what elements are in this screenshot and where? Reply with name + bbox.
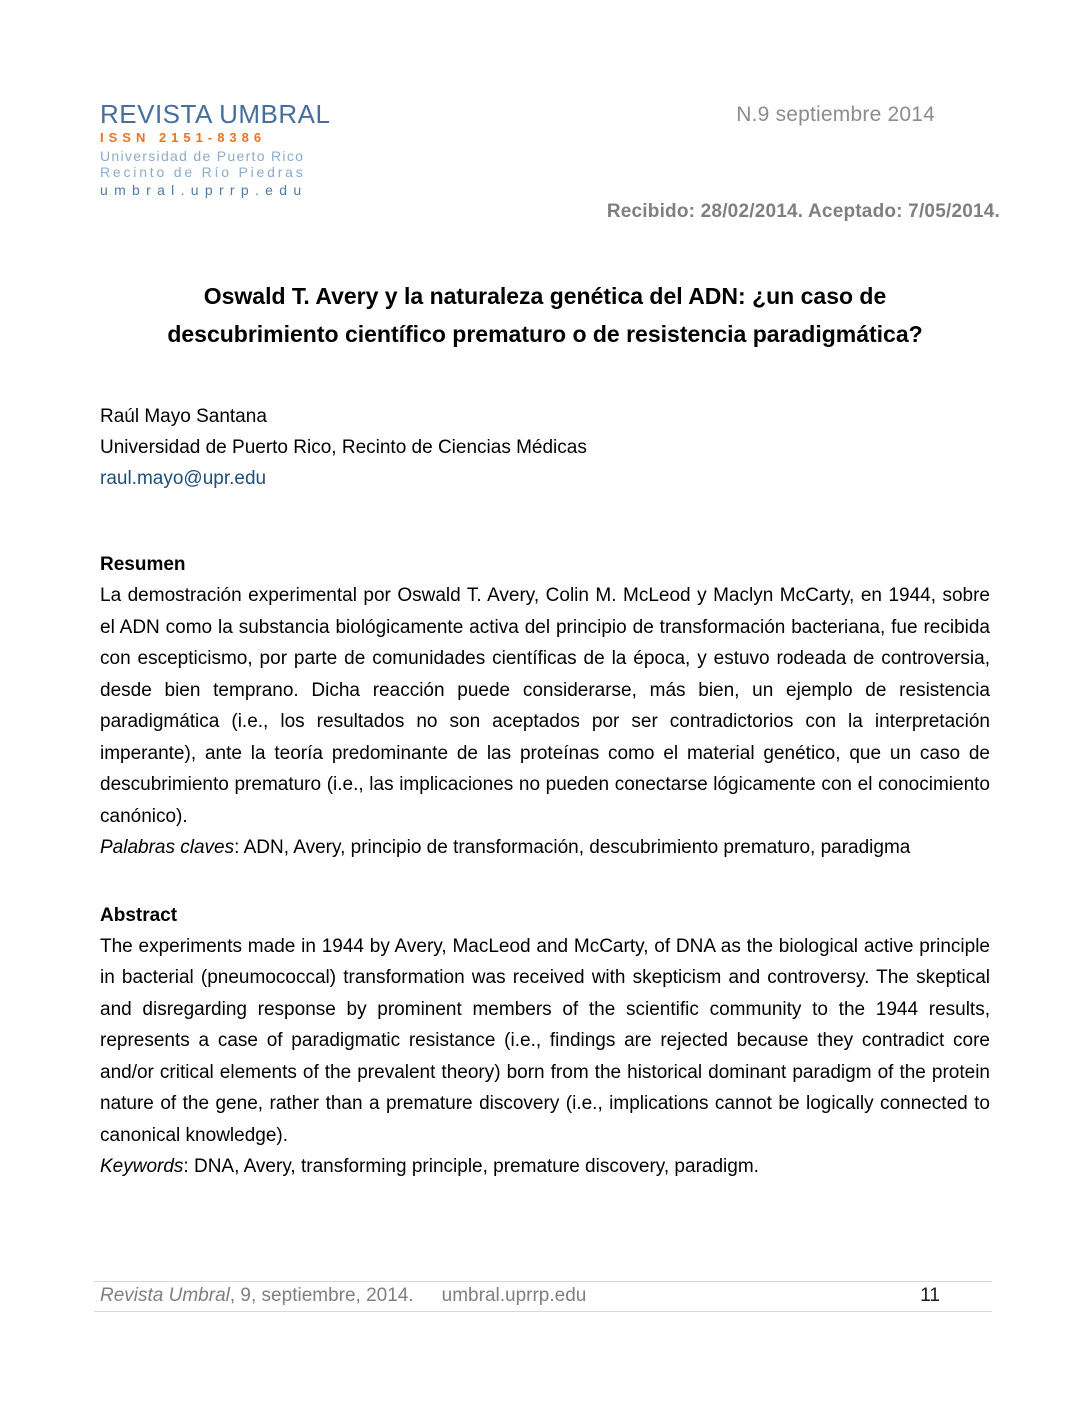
palabras-claves-line (100, 832, 990, 864)
logo-issn: ISSN 2151-8386 (100, 130, 267, 145)
logo-url: umbral.uprrp.edu (100, 182, 308, 198)
article-title: Oswald T. Avery y la naturaleza genética del ADN: ¿un caso de descubrimiento científico prematuro o de resistencia paradigmática? (167, 283, 923, 347)
logo-campus: Recinto de Río Piedras (100, 164, 306, 180)
logo-institution: Universidad de Puerto Rico (100, 148, 305, 164)
resumen-section (100, 549, 990, 864)
author-block (100, 401, 990, 494)
footer-citation-rest: , 9, septiembre, 2014. (229, 1285, 414, 1306)
palabras-claves-label: Palabras claves (100, 837, 235, 858)
abstract-heading: Abstract (100, 904, 178, 926)
abstract-text: The experiments made in 1944 by Avery, MacLeod and McCarty, of DNA as the biological active principle in bacterial (pneumococcal) transformation was received with skepticism and controversy. The skeptical and disregarding response by prominent members of the scientific community to the 1944 results, represents a case of paradigmatic resistance (i.e., findings are rejected because they contradict core and/or critical elements of the prevalent theory) born from the historical dominant paradigm of the protein nature of the gene, rather than a premature discovery (i.e., implications cannot be logically connected to canonical knowledge). (100, 935, 990, 1146)
author-name: Raúl Mayo Santana (100, 406, 267, 427)
footer-url: umbral.uprrp.edu (441, 1285, 587, 1306)
received-accepted-dates: Recibido: 28/02/2014. Aceptado: 7/05/2014. (606, 201, 1000, 222)
abstract-section (100, 900, 990, 1183)
logo-journal-name: REVISTA UMBRAL (100, 99, 331, 129)
palabras-claves-list: : ADN, Avery, principio de transformación, descubrimiento prematuro, paradigma (234, 837, 911, 858)
author-affiliation: Universidad de Puerto Rico, Recinto de Ciencias Médicas (100, 437, 587, 458)
footer-journal-name: Revista Umbral (100, 1285, 230, 1306)
keywords-line (100, 1151, 990, 1183)
resumen-text: La demostración experimental por Oswald T. Avery, Colin M. McLeod y Maclyn McCarty, en 1944, sobre el ADN como la substancia biológicamente activa del principio de transformación bacteriana, fue recibida con escepticismo, por parte de comunidades científicas de la época, y estuvo rodeada de controversia, desde bien temprano. Dicha reacción puede considerarse, más bien, un ejemplo de resistencia paradigmática (i.e., los resultados no son aceptados por ser contradictorios con la interpretación imperante), ante la teoría predominante de las proteínas como el material genético, que un caso de descubrimiento prematuro (i.e., las implicaciones no pueden conectarse lógicamente con el conocimiento canónico). (100, 585, 990, 827)
keywords-label: Keywords (100, 1156, 184, 1177)
keywords-list: : DNA, Avery, transforming principle, premature discovery, paradigm. (183, 1156, 759, 1177)
resumen-heading: Resumen (100, 554, 186, 575)
page-number: 11 (920, 1285, 940, 1306)
footer-citation (100, 1285, 414, 1307)
issue-label: N.9 septiembre 2014 (736, 103, 935, 126)
masthead (100, 100, 990, 199)
page-footer (94, 1281, 992, 1312)
author-email-link[interactable]: raul.mayo@upr.edu (100, 468, 267, 489)
journal-logo (100, 100, 340, 199)
